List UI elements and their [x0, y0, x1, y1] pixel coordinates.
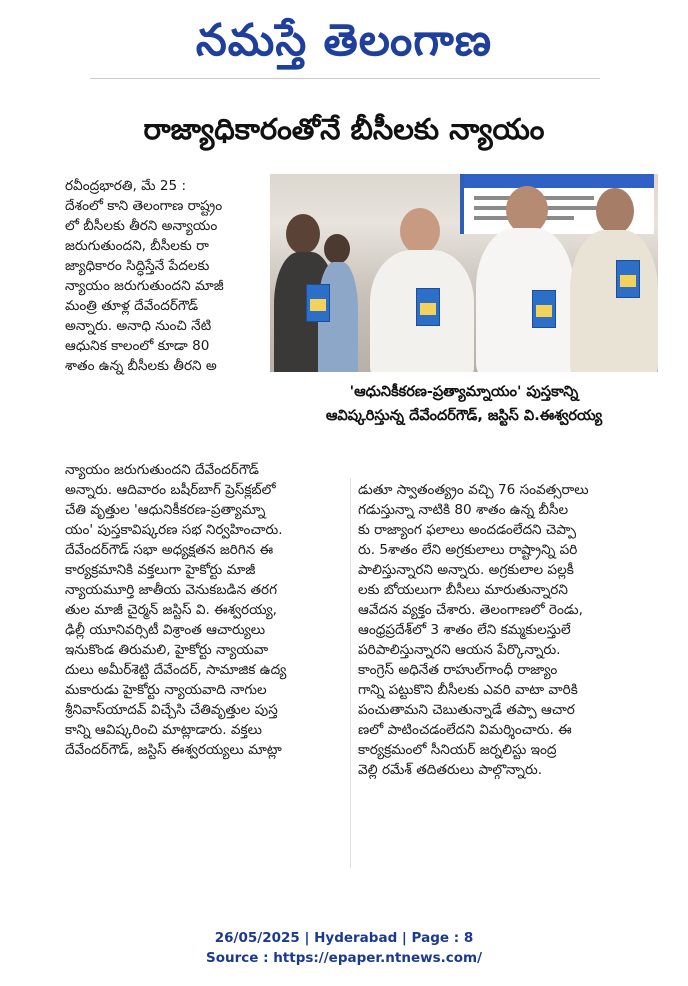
caption-line: 'ఆధునికీకరణ-ప్రత్యామ్నాయం' పుస్తకాన్ని: [349, 384, 579, 400]
text-line: అన్నారు. అనాధి నుంచి నేటి: [65, 318, 212, 334]
column-divider: [350, 478, 351, 868]
text-line: ణలో పాటించడంలేదని విమర్శించారు. ఈ: [358, 722, 572, 738]
text-line: కు రాజ్యాంగ ఫలాలు అందడంలేదని చెప్పా: [358, 522, 577, 538]
caption-line: ఆవిష్కరిస్తున్న దేవేందర్‌గౌడ్, జస్టిస్ వి.ఈశ్వరయ్య: [325, 408, 603, 424]
text-line: తుల మాజీ చైర్మన్ జస్టిస్ వి. ఈశ్వరయ్య,: [65, 602, 277, 618]
text-line: అన్నారు. ఆదివారం బషీర్‌బాగ్ ప్రెస్‌క్లబ్‌లో: [65, 482, 276, 498]
text-line: న్యాయం జరుగుతుందని దేవేందర్‌గౌడ్: [65, 462, 259, 478]
article-column-1-top: [65, 176, 261, 376]
text-line: జ్యాధికారం సిద్ధిస్తేనే పేదలకు: [65, 258, 210, 274]
text-line: రవీంద్రభారతి, మే 25 :: [65, 178, 187, 194]
text-line: పరిపాలిస్తున్నారని ఆయన పేర్కొన్నారు.: [358, 642, 561, 658]
page-footer: [0, 928, 688, 968]
text-line: దేశంలో కాని తెలంగాణ రాష్ట్రం: [65, 198, 223, 214]
text-line: న్యాయమూర్తి జాతీయ వెనుకబడిన తరగ: [65, 582, 278, 598]
footer-date-line: 26/05/2025 | Hyderabad | Page : 8: [214, 930, 474, 946]
article-column-1-bottom: [65, 460, 341, 760]
text-line: కార్యక్రమానికి వక్తలుగా హైకోర్టు మాజీ: [65, 562, 256, 578]
text-line: దేవేందర్‌గౌడ్ సభా అధ్యక్షతన జరిగిన ఈ: [65, 542, 274, 558]
text-line: డుతూ స్వాతంత్య్రం వచ్చి 76 సంవత్సరాలు: [358, 482, 589, 498]
text-line: కాన్ని ఆవిష్కరించి మాట్లాడారు. వక్తలు: [65, 722, 262, 738]
article-headline: రాజ్యాధికారంతోనే బీసీలకు న్యాయం: [143, 112, 545, 146]
text-line: దులు అమీర్‌శెట్టి దేవేందర్, సామాజిక ఉద్య: [65, 662, 287, 678]
article-photo: [270, 174, 658, 372]
footer-source-link[interactable]: Source : https://epaper.ntnews.com/: [205, 950, 483, 966]
photo-caption: [270, 380, 658, 436]
text-line: వెల్లి రమేశ్ తదితరులు పాల్గొన్నారు.: [358, 762, 543, 778]
masthead-title: నమస్తే తెలంగాణ: [195, 15, 493, 66]
text-line: ఆవేదన వ్యక్తం చేశారు. తెలంగాణలో రెండు,: [358, 602, 583, 618]
text-line: న్యాయం జరుగుతుందని మాజీ: [65, 278, 224, 294]
text-line: ఆధునిక కాలంలో కూడా 80: [65, 338, 210, 354]
text-line: చేతి వృత్తుల 'ఆధునికీకరణ-ప్రత్యామ్నా: [65, 502, 266, 518]
text-line: కార్యక్రమంలో సీనియర్ జర్నలిస్టు ఇంద్ర: [358, 742, 557, 758]
text-line: ఆంధ్రప్రదేశ్‌లో 3 శాతం లేని కమ్మకులస్తులే: [358, 622, 571, 638]
text-line: లో బీసీలకు తీరని అన్యాయం: [65, 218, 218, 234]
text-line: మకారుడు హైకోర్టు న్యాయవాది నాగుల: [65, 682, 267, 698]
text-line: దేవేందర్‌గౌడ్, జస్టిస్ ఈశ్వరయ్యలు మాట్లా: [65, 742, 282, 758]
text-line: పంచుతామని చెబుతున్నాడే తప్పా ఆచార: [358, 702, 575, 718]
text-line: లకు బోయలుగా బీసీలు మారుతున్నారని: [358, 582, 568, 598]
text-line: శాతం ఉన్న బీసీలకు తీరని అ: [65, 358, 217, 374]
text-line: యం' పుస్తకావిష్కరణ సభ నిర్వహించారు.: [65, 522, 283, 538]
book-cover: [416, 288, 440, 326]
text-line: ఇనుకొండ తిరుమలి, హైకోర్టు న్యాయవా: [65, 642, 269, 658]
text-line: గాన్ని పట్టుకొని బీసీలకు ఎవరి వాటా వారికి: [358, 682, 578, 698]
book-cover: [306, 284, 330, 322]
text-line: ఢిల్లీ యూనివర్సిటీ విశ్రాంత ఆచార్యులు: [65, 622, 266, 638]
text-line: కాంగ్రెస్ అధినేత రాహుల్‌గాంధీ రాజ్యాం: [358, 662, 558, 678]
text-line: పాలిస్తున్నారని అన్నారు. అగ్రకులాల పల్లకీ: [358, 562, 574, 578]
book-cover: [532, 290, 556, 328]
article-column-2: [358, 480, 660, 780]
masthead-divider: [90, 78, 600, 79]
text-line: గడుస్తున్నా నాటికి 80 శాతం ఉన్న బీసీల: [358, 502, 569, 518]
text-line: రు. 5శాతం లేని అగ్రకులాలు రాష్ట్రాన్ని పరి: [358, 542, 578, 558]
text-line: మంత్రి తూళ్ల దేవేందర్‌గౌడ్: [65, 298, 199, 314]
text-line: జరుగుతుందని, బీసీలకు రా: [65, 238, 209, 254]
book-cover: [616, 260, 640, 298]
text-line: శ్రీనివాస్‌యాదవ్ విచ్చేసి చేతివృత్తుల పుస్త: [65, 702, 278, 718]
